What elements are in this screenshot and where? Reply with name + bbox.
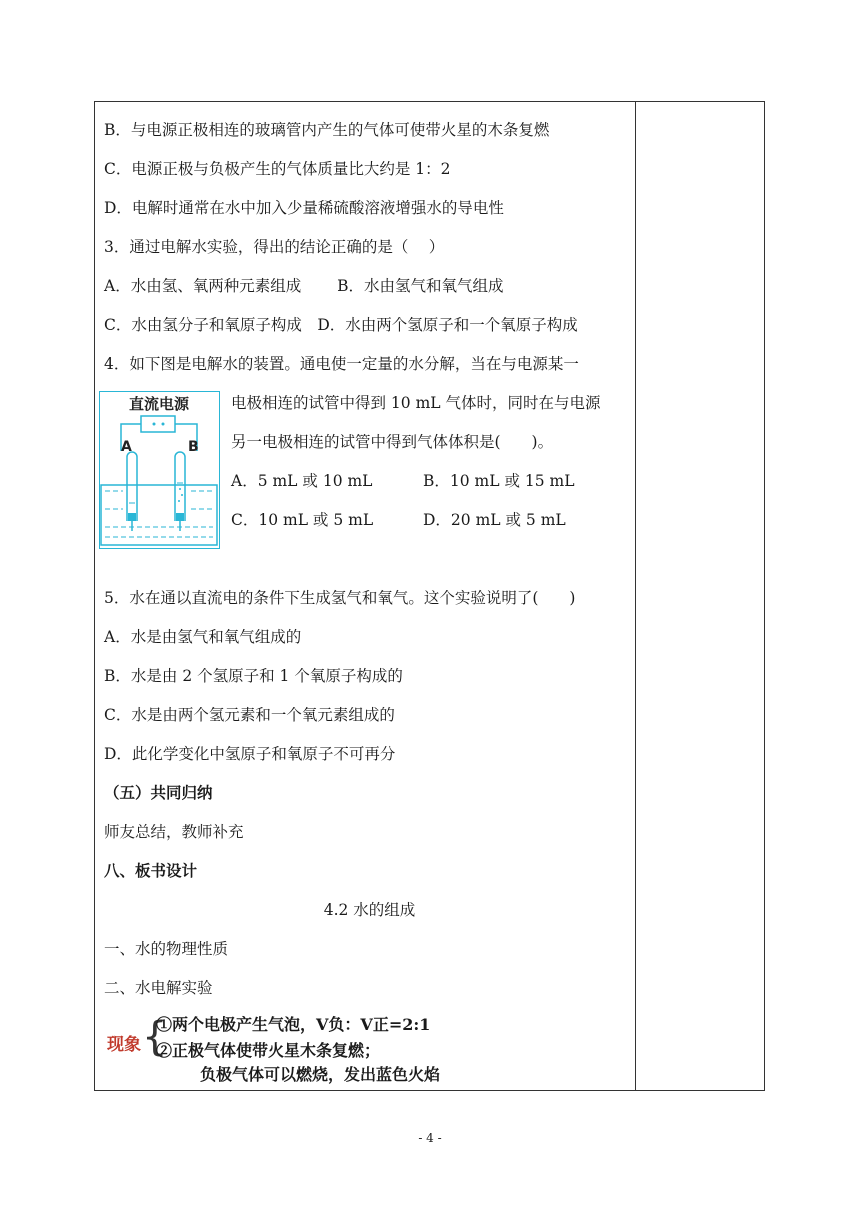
label-b: B — [188, 439, 199, 455]
brace-icon: { — [142, 1014, 168, 1060]
option-line: A．水是由氢气和氧气组成的 — [104, 628, 302, 646]
label-a: A — [121, 439, 132, 455]
option-line: B．与电源正极相连的玻璃管内产生的气体可使带火星的木条复燃 — [104, 121, 550, 139]
option-line: C．水是由两个氢元素和一个氧元素组成的 — [104, 706, 395, 724]
option-line: A．水由氢、氧两种元素组成 B．水由氢气和氧气组成 — [104, 277, 504, 295]
option-line: C．水由氢分子和氧原子构成 D．水由两个氢原子和一个氧原子构成 — [104, 316, 578, 334]
phenomenon-label: 现象 — [107, 1035, 141, 1055]
phenomenon-block — [104, 1010, 484, 1085]
summary-text: 师友总结，教师补充 — [104, 823, 244, 841]
electrolysis-diagram — [99, 391, 220, 549]
option-b: B．10 mL 或 15 mL — [423, 472, 575, 490]
board-item: 一、水的物理性质 — [104, 940, 229, 958]
question-4-continued: 另一电极相连的试管中得到气体体积是( )。 — [231, 433, 554, 451]
phenomenon-line: ①两个电极产生气泡，V负：V正=2:1 — [156, 1015, 431, 1034]
phenomenon-line: ②正极气体使带火星木条复燃； — [156, 1041, 381, 1060]
page-number: - 4 - — [418, 1131, 442, 1145]
phenomenon-line: 负极气体可以燃烧，发出蓝色火焰 — [200, 1065, 441, 1084]
section-heading: 八、板书设计 — [104, 862, 198, 880]
question-5: 5．水在通以直流电的条件下生成氢气和氧气。这个实验说明了( ) — [104, 589, 576, 607]
question-3: 3．通过电解水实验，得出的结论正确的是（ ） — [104, 238, 445, 256]
option-line: C．电源正极与负极产生的气体质量比大约是 1：2 — [104, 160, 451, 178]
table-column-divider — [635, 101, 636, 1091]
option-d: D．20 mL 或 5 mL — [423, 511, 566, 529]
option-c: C．10 mL 或 5 mL — [231, 511, 374, 529]
section-heading: （五）共同归纳 — [104, 784, 213, 802]
option-a: A．5 mL 或 10 mL — [231, 472, 373, 490]
option-line: D．此化学变化中氢原子和氧原子不可再分 — [104, 745, 396, 763]
board-item: 二、水电解实验 — [104, 979, 213, 997]
board-title: 4.2 水的组成 — [323, 901, 416, 919]
option-line: D．电解时通常在水中加入少量稀硫酸溶液增强水的导电性 — [104, 199, 504, 217]
option-line: B．水是由 2 个氢原子和 1 个氧原子构成的 — [104, 667, 403, 685]
question-4: 4．如下图是电解水的装置。通电使一定量的水分解，当在与电源某一 — [104, 355, 579, 373]
question-4-continued: 电极相连的试管中得到 10 mL 气体时，同时在与电源 — [231, 394, 601, 412]
electrolysis-apparatus-figure — [99, 391, 220, 549]
figure-title: 直流电源 — [128, 395, 190, 413]
